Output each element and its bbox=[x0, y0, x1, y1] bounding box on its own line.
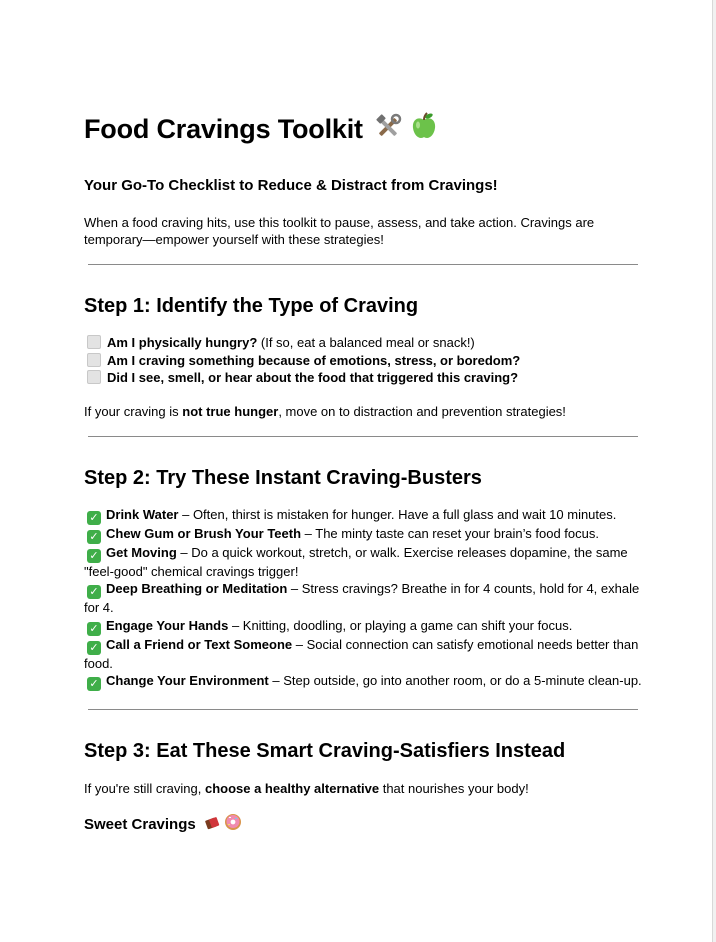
strategy-item bbox=[84, 672, 644, 691]
step1-heading: Step 1: Identify the Type of Craving bbox=[84, 295, 419, 317]
item-text: – Step outside, go into another room, or do a 5-minute clean-up. bbox=[268, 673, 642, 688]
item-bold: Am I physically hungry? bbox=[107, 335, 258, 350]
page-title bbox=[84, 111, 644, 150]
step2-heading: Step 2: Try These Instant Craving-Busters bbox=[84, 466, 482, 489]
item-bold: Drink Water bbox=[106, 506, 179, 522]
item-text: – Often, thirst is mistaken for hunger. Have a full glass and wait 10 minutes. bbox=[178, 506, 617, 522]
check-mark-icon: ✓ bbox=[87, 530, 101, 544]
check-mark-icon: ✓ bbox=[87, 549, 101, 563]
note-bold: not true hunger bbox=[182, 403, 279, 419]
item-bold: Am I craving something because of emotions, stress, or boredom? bbox=[107, 352, 521, 368]
check-mark-icon: ✓ bbox=[87, 641, 101, 655]
strategy-item bbox=[84, 506, 644, 525]
sweet-cravings-text: Sweet Cravings bbox=[84, 816, 196, 833]
checklist-item bbox=[84, 369, 644, 387]
checkbox-icon[interactable] bbox=[87, 353, 101, 367]
checklist-item bbox=[84, 334, 644, 352]
step3-intro bbox=[84, 780, 644, 797]
step3-heading: Step 3: Eat These Smart Craving-Satisfiers Instead bbox=[84, 740, 566, 762]
item-text: – Do a quick workout, stretch, or walk. Exercise releases dopamine, the same "feel-good" chemical cravings trigger! bbox=[84, 544, 628, 579]
step2-list bbox=[84, 506, 644, 692]
check-mark-icon: ✓ bbox=[87, 511, 101, 525]
item-bold: Did I see, smell, or hear about the food that triggered this craving? bbox=[107, 370, 519, 385]
step1-note bbox=[84, 403, 644, 420]
item-bold: Change Your Environment bbox=[106, 673, 269, 688]
item-bold: Get Moving bbox=[106, 544, 177, 560]
check-mark-icon: ✓ bbox=[87, 677, 101, 691]
checkbox-icon[interactable] bbox=[87, 335, 101, 349]
doughnut-icon bbox=[224, 813, 242, 837]
divider bbox=[88, 264, 638, 265]
strategy-item bbox=[84, 580, 644, 617]
intro-bold: choose a healthy alternative bbox=[204, 781, 380, 796]
checklist-item bbox=[84, 352, 644, 370]
item-bold: Call a Friend or Text Someone bbox=[106, 636, 293, 652]
check-mark-icon: ✓ bbox=[87, 622, 101, 636]
document-content bbox=[84, 111, 644, 837]
step1-checklist bbox=[84, 334, 644, 387]
note-text: If your craving is bbox=[84, 403, 183, 419]
intro-text: that nourishes your body! bbox=[379, 781, 529, 796]
sweet-cravings-heading bbox=[84, 813, 644, 837]
intro-text: If you're still craving, bbox=[84, 781, 205, 796]
divider bbox=[88, 709, 638, 710]
chocolate-bar-icon bbox=[204, 815, 220, 837]
item-text: – Stress cravings? Breathe in for 4 counts, hold for 4, exhale for 4. bbox=[84, 581, 640, 615]
divider bbox=[88, 436, 638, 437]
checkbox-icon[interactable] bbox=[87, 370, 101, 384]
page-subtitle: Your Go-To Checklist to Reduce & Distract from Cravings! bbox=[84, 177, 498, 194]
page-title-text: Food Cravings Toolkit bbox=[84, 114, 363, 144]
strategy-item bbox=[84, 544, 644, 581]
item-text: – Social connection can satisfy emotional needs better than food. bbox=[84, 636, 639, 671]
tools-icon bbox=[374, 113, 402, 150]
item-text: – The minty taste can reset your brain’s food focus. bbox=[301, 525, 599, 541]
item-text: (If so, eat a balanced meal or snack!) bbox=[257, 335, 475, 350]
strategy-item bbox=[84, 525, 644, 544]
item-bold: Chew Gum or Brush Your Teeth bbox=[106, 525, 302, 541]
green-apple-icon bbox=[409, 111, 439, 150]
item-bold: Engage Your Hands bbox=[106, 617, 229, 633]
strategy-item bbox=[84, 636, 644, 673]
item-bold: Deep Breathing or Meditation bbox=[106, 581, 288, 596]
intro-paragraph: When a food craving hits, use this toolkit to pause, assess, and take action. Cravings are temporary—empower yourself with these strategies! bbox=[84, 215, 595, 247]
check-mark-icon: ✓ bbox=[87, 585, 101, 599]
strategy-item bbox=[84, 617, 644, 636]
item-text: – Knitting, doodling, or playing a game can shift your focus. bbox=[228, 617, 573, 633]
note-text: , move on to distraction and prevention strategies! bbox=[278, 403, 566, 419]
